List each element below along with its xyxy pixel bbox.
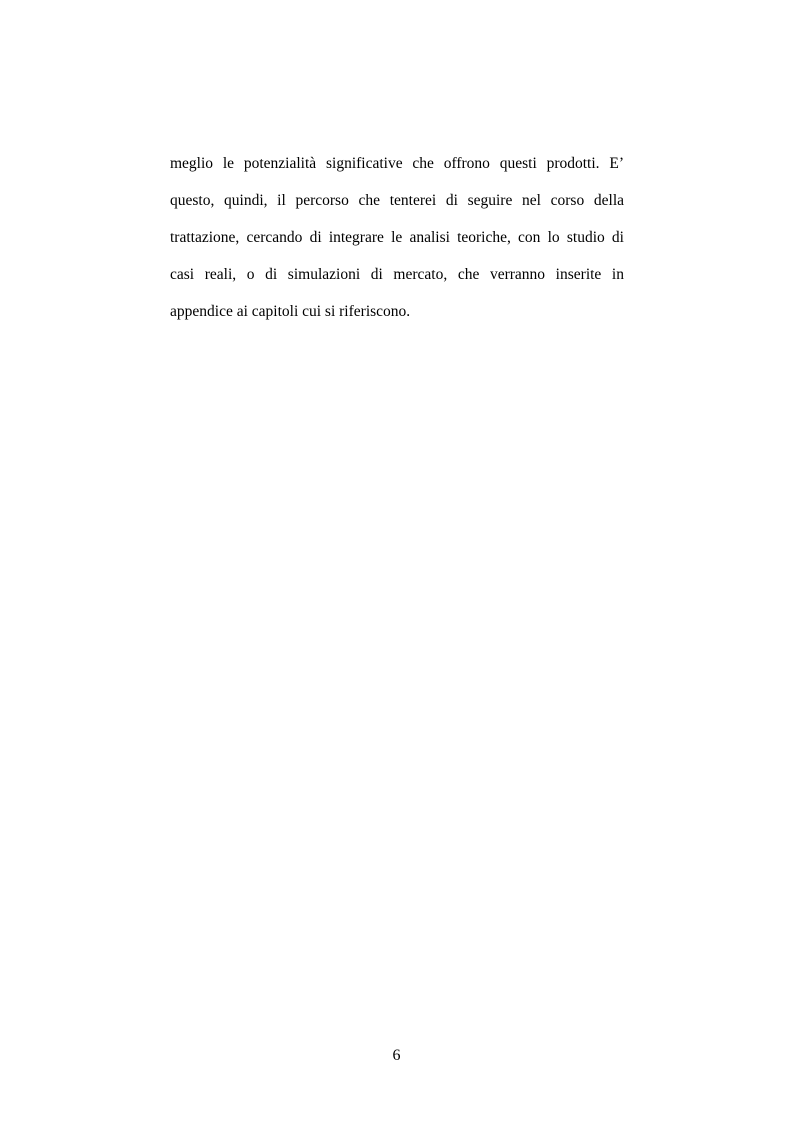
paragraph-line: appendice ai capitoli cui si riferiscono. xyxy=(170,303,411,320)
paragraph-line: trattazione, cercando di integrare le analisi teoriche, con lo studio di xyxy=(170,229,624,246)
paragraph-line: meglio le potenzialità significative che offrono questi prodotti. E’ xyxy=(170,155,624,172)
paragraph-line: questo, quindi, il percorso che tenterei di seguire nel corso della xyxy=(170,192,624,209)
paragraph-line: casi reali, o di simulazioni di mercato, che verranno inserite in xyxy=(170,266,624,283)
body-paragraph xyxy=(170,145,624,330)
page-number: 6 xyxy=(392,1047,401,1064)
